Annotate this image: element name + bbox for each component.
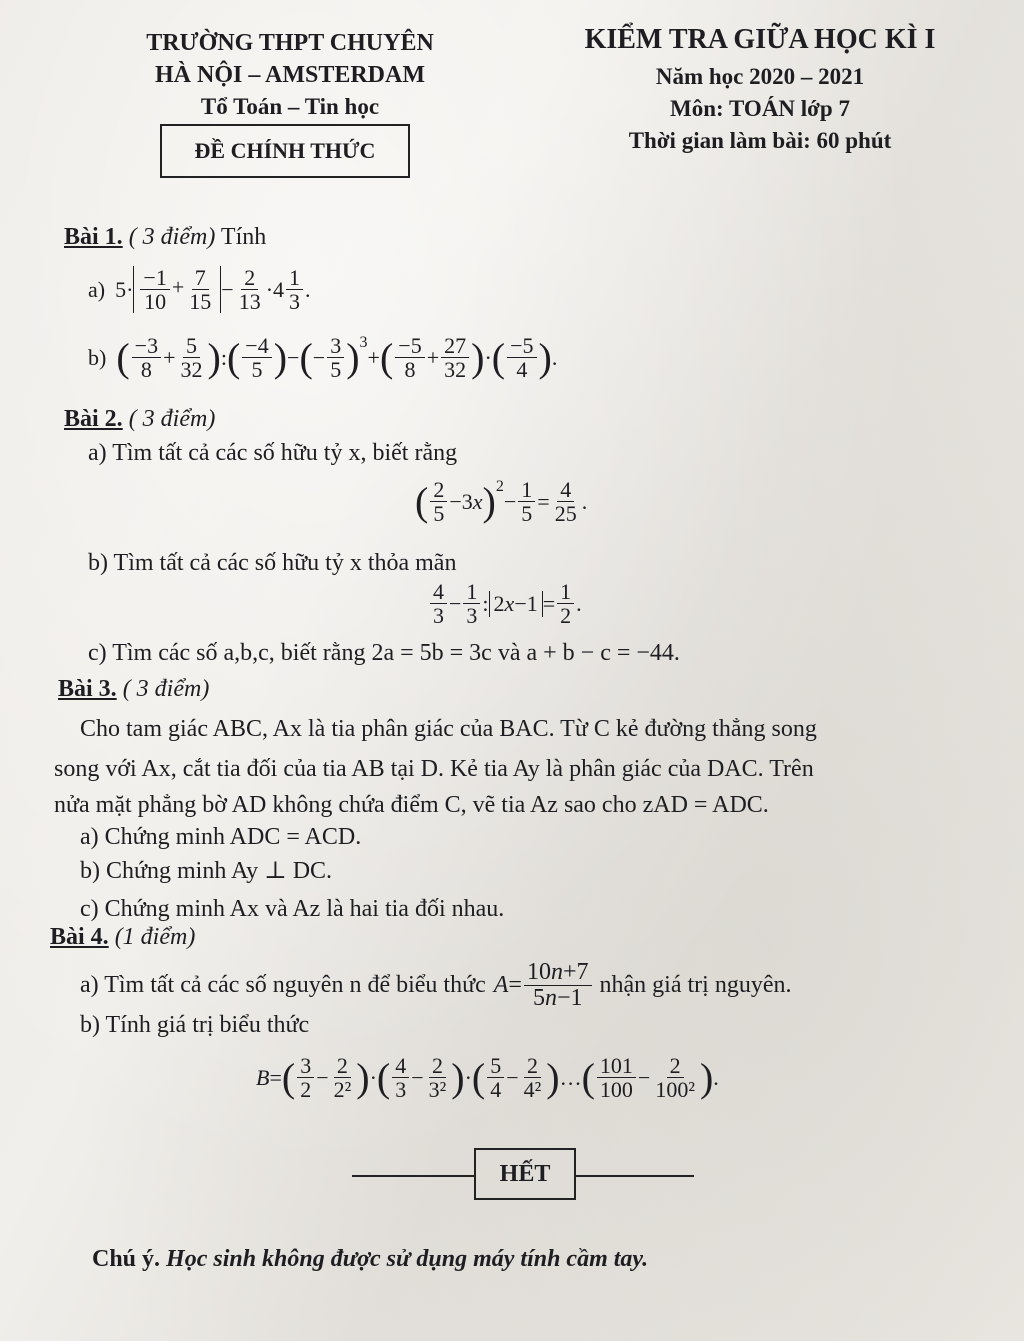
school-year: Năm học 2020 – 2021 <box>655 64 865 89</box>
exam-title: KIỂM TRA GIỮA HỌC KÌ I <box>584 24 936 55</box>
subject: Môn: TOÁN lớp 7 <box>670 96 850 121</box>
school-name-line1: TRƯỜNG THPT CHUYÊN <box>146 30 434 56</box>
bai3-b: b) Chứng minh Ay ⊥ DC. <box>80 858 333 884</box>
bai1-heading <box>64 224 266 251</box>
end-divider-right <box>576 1175 694 1177</box>
department: Tổ Toán – Tin học <box>200 94 380 119</box>
official-stamp-box <box>160 124 410 178</box>
note-label: Chú ý. <box>92 1246 161 1272</box>
bai3-title: Bài 3. <box>58 676 117 702</box>
bai4-heading <box>50 924 195 951</box>
bai4-points: (1 điểm) <box>114 924 196 950</box>
footer-note <box>92 1246 648 1273</box>
bai3-c: c) Chứng minh Ax và Az là hai tia đối nhau. <box>80 896 505 922</box>
school-name-line2: HÀ NỘI – AMSTERDAM <box>154 62 425 88</box>
bai2-c-text: c) Tìm các số a,b,c, biết rằng 2a = 5b = 3c và a + b − c = −44. <box>88 640 680 666</box>
bai1-part-b: b) ( $\frac{-3}{8}$ + $\frac{5}{32}$ ) : ( $\frac{-4}{5}$ ) − ( − $\frac{3}{5}$ ) 3 + ( $\frac{-5}{8}$ + $\frac{27}{32}$ ) · ( $\frac{-5}{4}$ ) . <box>88 333 558 383</box>
bai4-a: a) Tìm tất cả các số nguyên n để biểu thức A = $\frac{10n+7}{5n-1}$ nhận giá trị nguyên. <box>80 959 792 1012</box>
bai3-points: ( 3 điểm) <box>122 676 210 702</box>
bai3-line3: nửa mặt phẳng bờ AD không chứa điểm C, vẽ tia Az sao cho zAD = ADC. <box>54 792 769 818</box>
bai1-a-label: a) <box>88 276 106 302</box>
note-text: Học sinh không được sử dụng máy tính cầm tay. <box>166 1246 649 1272</box>
bai2-a-text: a) Tìm tất cả các số hữu tỷ x, biết rằng <box>88 440 458 466</box>
bai3-line2: song với Ax, cắt tia đối của tia AB tại D. Kẻ tia Ay là phân giác của DAC. Trên <box>54 756 814 782</box>
bai2-title: Bài 2. <box>64 406 123 432</box>
bai2-heading <box>64 406 215 433</box>
bai2-b-text: b) Tìm tất cả các số hữu tỷ x thỏa mãn <box>88 550 457 576</box>
bai4-a-pre: a) Tìm tất cả các số nguyên n để biểu thức <box>80 972 486 999</box>
end-divider-left <box>352 1175 474 1177</box>
bai4-b-expression: B = ( $\frac{3}{2}$ − $\frac{2}{\text{2²}}$ ) · ( $\frac{4}{3}$ − $\frac{2}{\text{3²}}$ ) · ( $\frac{5}{4}$ − $\frac{2}{\text{4²}}$ ) … ( $\frac{101}{100}$ − $\frac{2}{\text{100²}}$ ) . <box>256 1053 719 1103</box>
bai1-part-a: a) 5· $\frac{-1}{10}$ + $\frac{7}{15}$ − $\frac{2}{13}$ ·4 $\frac{1}{3}$ . <box>88 265 311 315</box>
bai4-b-text: b) Tính giá trị biểu thức <box>80 1012 310 1038</box>
bai1-b-label: b) <box>88 344 107 370</box>
bai2-b-equation: $\frac{4}{3}$ − $\frac{1}{3}$ : 2x−1 = $\frac{1}{2}$ . <box>428 580 582 627</box>
bai4-a-post: nhận giá trị nguyên. <box>599 972 792 999</box>
bai1-points: ( 3 điểm) <box>128 224 216 250</box>
bai1-title: Bài 1. <box>64 224 123 250</box>
bai2-points: ( 3 điểm) <box>128 406 216 432</box>
official-label: ĐỀ CHÍNH THỨC <box>194 138 376 163</box>
bai2-a-equation: ( $\frac{2}{5}$ −3x ) 2 − $\frac{1}{5}$ = $\frac{4}{25}$ . <box>415 477 588 527</box>
duration: Thời gian làm bài: 60 phút <box>628 128 892 153</box>
bai1-instruction: Tính <box>220 224 267 250</box>
bai3-line1: Cho tam giác ABC, Ax là tia phân giác của BAC. Từ C kẻ đường thẳng song <box>80 716 817 742</box>
end-box <box>474 1148 576 1200</box>
bai4-title: Bài 4. <box>50 924 109 950</box>
bai3-heading <box>58 676 209 703</box>
bai3-a: a) Chứng minh ADC = ACD. <box>80 824 362 850</box>
end-label: HẾT <box>499 1160 551 1187</box>
